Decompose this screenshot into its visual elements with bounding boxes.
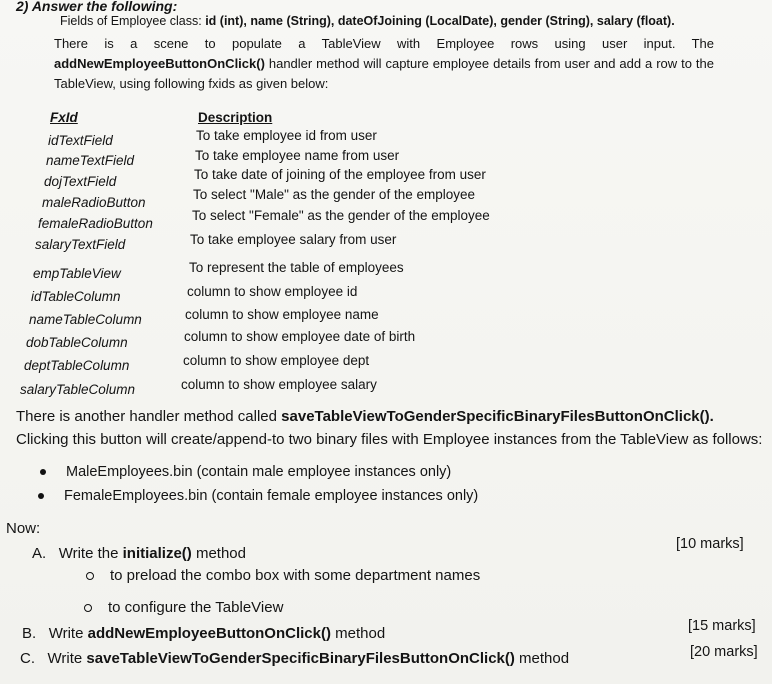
fxid-cell: nameTextField [46, 153, 135, 168]
description-cell: To take employee id from user [196, 128, 377, 143]
now-label: Now: [6, 520, 41, 537]
task-a-method: initialize() [122, 545, 192, 562]
fxid-cell: idTableColumn [31, 289, 121, 304]
task-b-marks: [15 marks] [688, 618, 756, 634]
task-c-marks: [20 marks] [690, 644, 758, 660]
task-a-letter: A. [32, 545, 47, 562]
task-c [20, 650, 569, 667]
intro-paragraph [54, 34, 714, 94]
intro-line2: handler method will capture employee details from user and add a row to [264, 56, 692, 71]
fxid-cell: empTableView [33, 266, 121, 281]
fxid-cell: dobTableColumn [26, 335, 128, 350]
handler-paragraph [16, 405, 764, 451]
fxid-cell: dojTextField [44, 174, 117, 189]
description-cell: column to show employee date of birth [184, 329, 416, 344]
fields-prefix: Fields of Employee class: [60, 14, 206, 28]
file-female: FemaleEmployees.bin (contain female employee instances only) [64, 488, 479, 504]
file-male: MaleEmployees.bin (contain male employee instances only) [66, 464, 452, 480]
task-a-suffix: method [191, 545, 246, 562]
description-cell: To take date of joining of the employee from user [194, 167, 486, 182]
description-header: Description [198, 110, 273, 125]
handler-prefix: There is another handler method called [16, 408, 282, 425]
hollow-bullet-icon [86, 572, 94, 580]
hollow-bullet-icon [84, 604, 92, 612]
intro-line3: the TableView, using following fxids as given below: [54, 56, 714, 91]
description-cell: column to show employee dept [183, 353, 370, 368]
description-cell: To select "Male" as the gender of the employee [193, 187, 475, 202]
description-cell: column to show employee id [187, 284, 358, 299]
list-item [40, 464, 451, 480]
task-a [32, 545, 246, 562]
fxid-cell: maleRadioButton [42, 195, 146, 210]
bullet-icon [40, 469, 46, 475]
task-b [22, 625, 385, 642]
description-cell: column to show employee salary [181, 377, 377, 392]
task-a-sub1: to preload the combo box with some department names [110, 567, 481, 584]
intro-method: addNewEmployeeButtonOnClick() [54, 56, 265, 71]
fxid-cell: salaryTextField [35, 237, 126, 252]
handler-method: saveTableViewToGenderSpecificBinaryFilesButtonOnClick(). [281, 408, 714, 425]
handler-suffix: Clicking this button will create/append-to two binary files with Employee instances from the TableView as follows: [16, 431, 763, 448]
fields-text: id (int), name (String), dateOfJoining (LocalDate), gender (String), salary (float). [205, 14, 675, 28]
task-b-method: addNewEmployeeButtonOnClick() [87, 625, 331, 642]
task-b-prefix: Write [48, 625, 88, 642]
description-cell: To take employee name from user [195, 148, 400, 163]
task-c-letter: C. [20, 650, 35, 667]
description-cell: To represent the table of employees [189, 260, 404, 275]
description-cell: To take employee salary from user [190, 232, 397, 247]
fxid-cell: deptTableColumn [24, 358, 130, 373]
fxid-cell: nameTableColumn [29, 312, 142, 327]
task-a-marks: [10 marks] [676, 536, 744, 552]
bullet-icon [38, 493, 44, 499]
description-cell: To select "Female" as the gender of the employee [192, 208, 490, 223]
intro-line1: There is a scene to populate a TableView with Employee rows using user input. The [54, 36, 714, 51]
task-b-suffix: method [330, 625, 386, 642]
fxid-cell: idTextField [48, 133, 113, 148]
task-b-letter: B. [22, 625, 37, 642]
list-item [38, 488, 478, 504]
question-heading: 2) Answer the following: [16, 0, 178, 14]
fxid-cell: femaleRadioButton [38, 216, 153, 231]
fields-line [60, 14, 675, 28]
list-item [86, 567, 480, 584]
task-c-suffix: method [514, 650, 570, 667]
fxid-header: FxId [50, 110, 78, 125]
fxid-cell: salaryTableColumn [20, 382, 136, 397]
task-a-prefix: Write the [58, 545, 123, 562]
task-a-sub2: to configure the TableView [108, 599, 284, 616]
description-cell: column to show employee name [185, 307, 379, 322]
task-c-prefix: Write [47, 650, 87, 667]
list-item [84, 599, 283, 616]
task-c-method: saveTableViewToGenderSpecificBinaryFilesButtonOnClick() [86, 650, 515, 667]
